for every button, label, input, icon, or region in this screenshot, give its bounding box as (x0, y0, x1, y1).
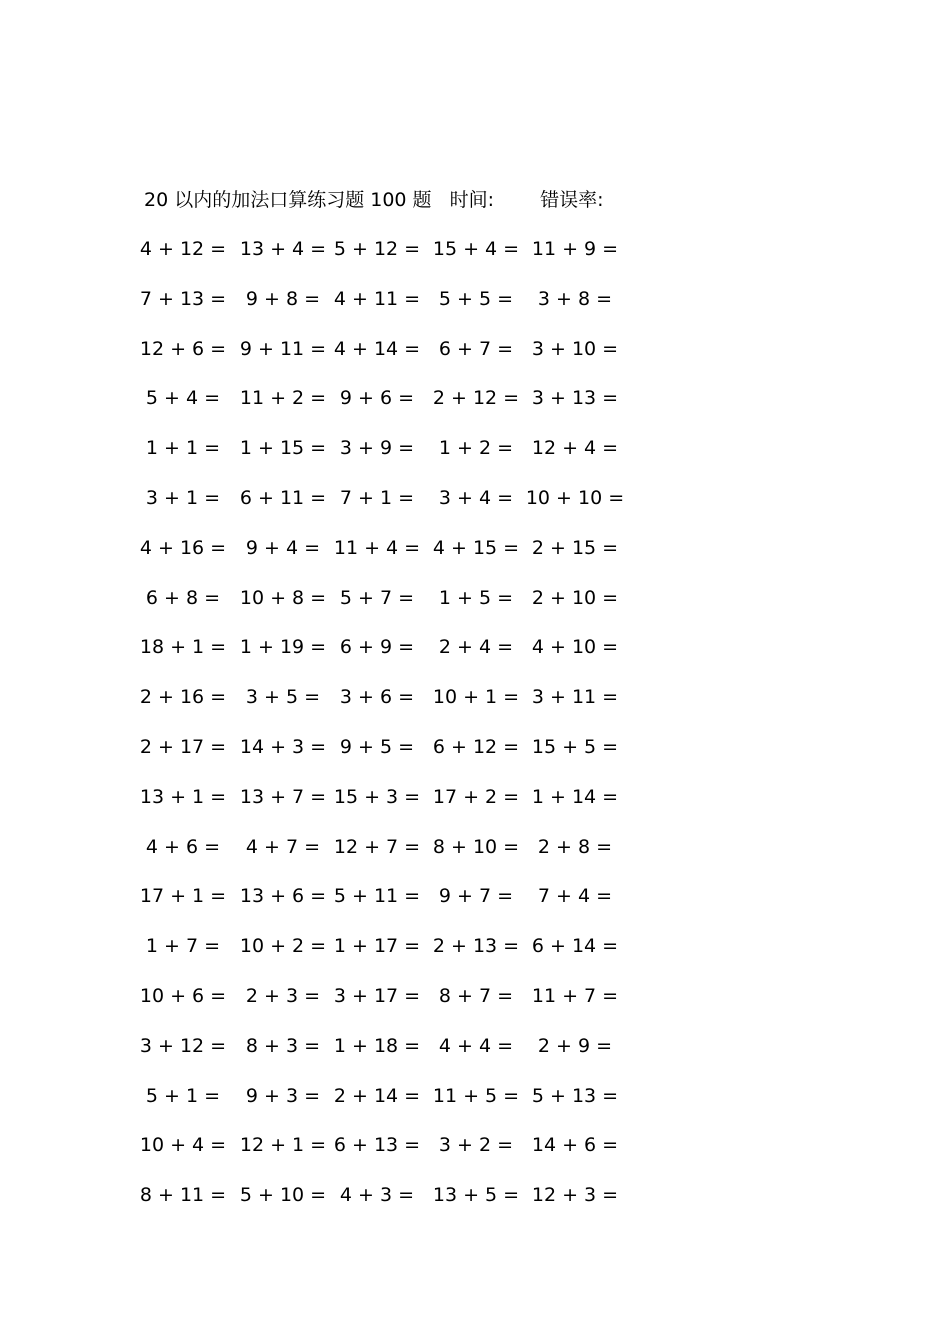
problem-item: 12 + 6 = (139, 337, 227, 360)
problem-item: 4 + 15 = (432, 536, 520, 559)
problem-item: 2 + 14 = (333, 1084, 421, 1107)
worksheet-title: 20 以内的加法口算练习题 100 题 (144, 189, 432, 211)
problem-item: 5 + 12 = (333, 238, 421, 260)
problem-item: 4 + 14 = (333, 337, 421, 360)
problem-item: 10 + 8 = (239, 586, 327, 609)
problem-item: 6 + 11 = (239, 487, 327, 509)
problem-item: 5 + 7 = (339, 586, 415, 609)
problem-row (0, 632, 950, 662)
problem-item: 7 + 13 = (139, 287, 227, 310)
problem-item: 10 + 4 = (139, 1134, 227, 1157)
problem-item: 12 + 3 = (531, 1184, 619, 1207)
problem-item: 3 + 8 = (537, 287, 613, 310)
problem-row (0, 234, 950, 264)
problem-item: 3 + 17 = (333, 985, 421, 1007)
problem-row (0, 284, 950, 314)
problem-item: 10 + 6 = (139, 985, 227, 1007)
problem-item: 4 + 10 = (531, 636, 619, 659)
problem-item: 10 + 10 = (525, 487, 625, 509)
problem-item: 5 + 1 = (145, 1084, 221, 1107)
problem-item: 2 + 13 = (432, 935, 520, 958)
problem-item: 11 + 2 = (239, 387, 327, 410)
problem-row (0, 981, 950, 1011)
problem-item: 2 + 4 = (438, 636, 514, 659)
problem-item: 5 + 5 = (438, 287, 514, 310)
problem-item: 1 + 17 = (333, 935, 421, 958)
problem-item: 9 + 11 = (239, 337, 327, 360)
problem-item: 4 + 3 = (339, 1184, 415, 1207)
problem-item: 6 + 12 = (432, 736, 520, 758)
problem-item: 14 + 3 = (239, 736, 327, 758)
problem-item: 4 + 11 = (333, 287, 421, 310)
problem-item: 15 + 4 = (432, 238, 520, 260)
problem-item: 4 + 4 = (438, 1034, 514, 1057)
problem-item: 12 + 4 = (531, 437, 619, 460)
problem-item: 13 + 4 = (239, 238, 327, 260)
problem-item: 1 + 5 = (438, 586, 514, 609)
problem-item: 9 + 6 = (339, 387, 415, 410)
problem-item: 13 + 7 = (239, 785, 327, 808)
problem-item: 14 + 6 = (531, 1134, 619, 1157)
problem-item: 17 + 2 = (432, 785, 520, 808)
problem-item: 12 + 7 = (333, 835, 421, 858)
problem-row (0, 533, 950, 563)
problem-item: 5 + 11 = (333, 885, 421, 908)
problem-item: 1 + 7 = (145, 935, 221, 958)
problem-item: 1 + 2 = (438, 437, 514, 460)
problem-item: 6 + 13 = (333, 1134, 421, 1157)
problem-item: 2 + 10 = (531, 586, 619, 609)
error-rate-label: 错误率: (540, 189, 604, 211)
problem-item: 7 + 1 = (339, 487, 415, 509)
problem-item: 2 + 16 = (139, 686, 227, 709)
problem-item: 9 + 3 = (245, 1084, 321, 1107)
problem-item: 11 + 7 = (531, 985, 619, 1007)
problem-item: 8 + 3 = (245, 1034, 321, 1057)
problem-item: 2 + 9 = (537, 1034, 613, 1057)
problem-row (0, 1130, 950, 1160)
problem-item: 3 + 12 = (139, 1034, 227, 1057)
problem-item: 6 + 7 = (438, 337, 514, 360)
problem-item: 13 + 6 = (239, 885, 327, 908)
problem-row (0, 334, 950, 364)
problem-item: 13 + 5 = (432, 1184, 520, 1207)
problem-item: 11 + 5 = (432, 1084, 520, 1107)
problem-item: 12 + 1 = (239, 1134, 327, 1157)
problem-row (0, 931, 950, 961)
problem-item: 6 + 9 = (339, 636, 415, 659)
problem-row (0, 782, 950, 812)
problem-item: 3 + 1 = (145, 487, 221, 509)
problem-item: 7 + 4 = (537, 885, 613, 908)
problem-item: 8 + 7 = (438, 985, 514, 1007)
problem-item: 8 + 10 = (432, 835, 520, 858)
problem-item: 15 + 3 = (333, 785, 421, 808)
problem-item: 9 + 5 = (339, 736, 415, 758)
problem-row (0, 433, 950, 463)
problem-item: 1 + 18 = (333, 1034, 421, 1057)
problem-item: 3 + 4 = (438, 487, 514, 509)
problem-row (0, 483, 950, 513)
problem-item: 9 + 7 = (438, 885, 514, 908)
problem-row (0, 1180, 950, 1210)
problem-item: 1 + 15 = (239, 437, 327, 460)
problem-item: 4 + 6 = (145, 835, 221, 858)
problem-item: 10 + 2 = (239, 935, 327, 958)
problem-item: 15 + 5 = (531, 736, 619, 758)
problem-item: 3 + 13 = (531, 387, 619, 410)
problem-item: 4 + 16 = (139, 536, 227, 559)
problem-item: 3 + 5 = (245, 686, 321, 709)
problem-item: 2 + 15 = (531, 536, 619, 559)
problem-item: 2 + 17 = (139, 736, 227, 758)
problem-item: 8 + 11 = (139, 1184, 227, 1207)
problem-row (0, 832, 950, 862)
problem-item: 3 + 6 = (339, 686, 415, 709)
problem-row (0, 682, 950, 712)
problem-row (0, 1081, 950, 1111)
problem-item: 9 + 8 = (245, 287, 321, 310)
time-label: 时间: (449, 189, 495, 211)
problem-row (0, 1031, 950, 1061)
problem-item: 3 + 9 = (339, 437, 415, 460)
problem-item: 3 + 2 = (438, 1134, 514, 1157)
problem-item: 11 + 4 = (333, 536, 421, 559)
problem-item: 2 + 3 = (245, 985, 321, 1007)
problem-item: 10 + 1 = (432, 686, 520, 709)
problem-item: 2 + 8 = (537, 835, 613, 858)
problem-row (0, 881, 950, 911)
problem-row (0, 732, 950, 762)
problem-item: 1 + 14 = (531, 785, 619, 808)
problem-item: 5 + 13 = (531, 1084, 619, 1107)
problem-item: 4 + 12 = (139, 238, 227, 260)
problem-item: 5 + 10 = (239, 1184, 327, 1207)
problem-item: 18 + 1 = (139, 636, 227, 659)
problem-item: 3 + 11 = (531, 686, 619, 709)
problem-item: 3 + 10 = (531, 337, 619, 360)
problem-item: 2 + 12 = (432, 387, 520, 410)
problem-item: 13 + 1 = (139, 785, 227, 808)
problem-row (0, 383, 950, 413)
problem-item: 11 + 9 = (531, 238, 619, 260)
problem-item: 9 + 4 = (245, 536, 321, 559)
problem-row (0, 583, 950, 613)
problem-item: 4 + 7 = (245, 835, 321, 858)
problem-item: 5 + 4 = (145, 387, 221, 410)
problem-item: 1 + 19 = (239, 636, 327, 659)
problem-item: 1 + 1 = (145, 437, 221, 460)
problem-item: 6 + 8 = (145, 586, 221, 609)
problem-item: 6 + 14 = (531, 935, 619, 958)
problem-item: 17 + 1 = (139, 885, 227, 908)
